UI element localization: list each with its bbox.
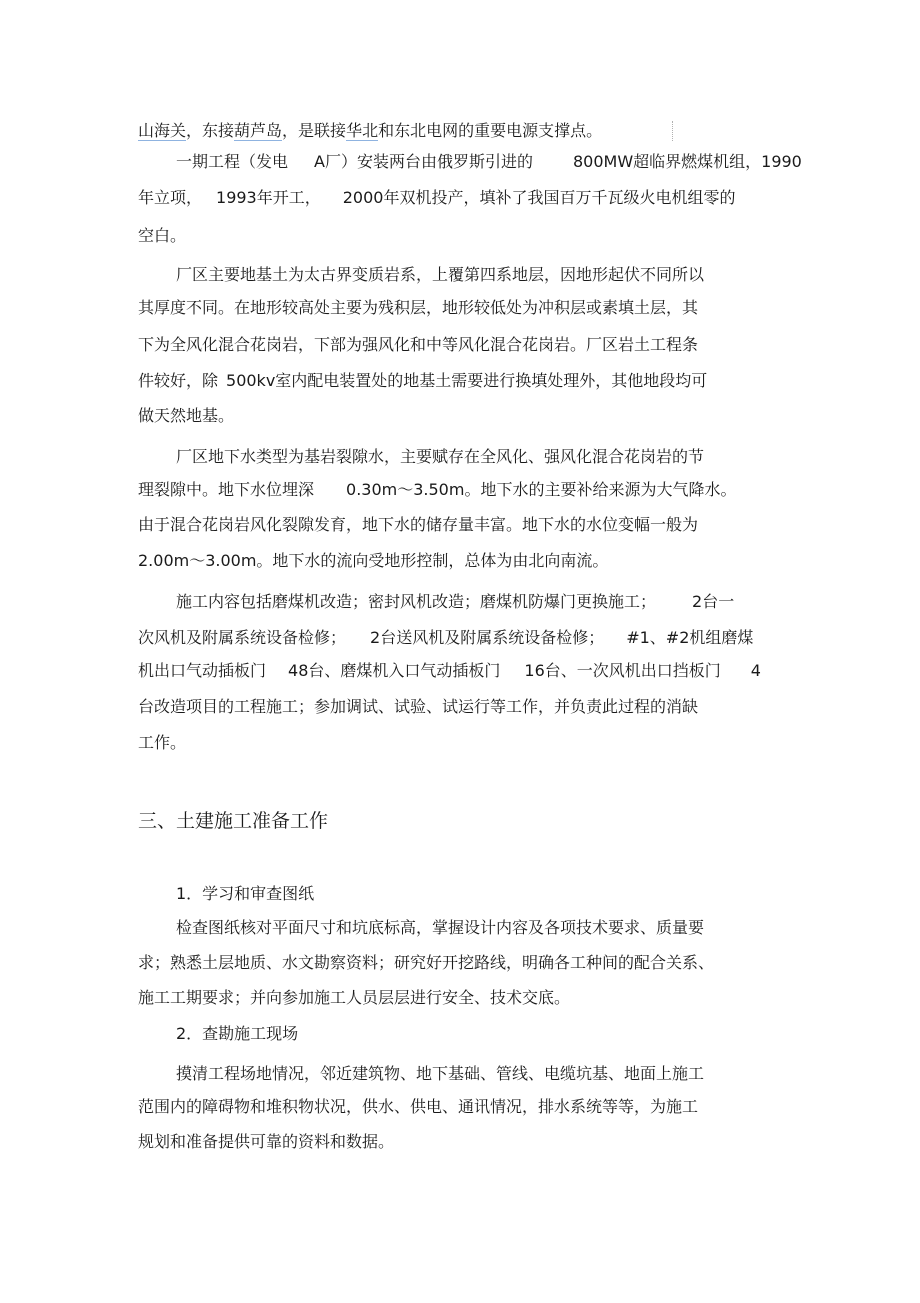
paragraph-2-line-3: 下为全风化混合花岗岩，下部为强风化和中等风化混合花岗岩。厂区岩土工程条 <box>138 335 699 354</box>
paragraph-1-line-2: 年立项， 1993年开工， 2000年双机投产，填补了我国百万千瓦级火电机组零的 <box>138 188 736 207</box>
paragraph-1-line-3: 空白。 <box>138 226 187 245</box>
paragraph-2-line-2: 其厚度不同。在地形较高处主要为残积层，地形较低处为冲积层或素填土层，其 <box>138 298 699 317</box>
paragraph-4-line-1: 施工内容包括磨煤机改造；密封风机改造；磨煤机防爆门更换施工； 2台一 <box>176 592 735 611</box>
paragraph-2-line-4: 件较好，除 500kv室内配电装置处的地基土需要进行换填处理外，其他地段均可 <box>138 371 708 390</box>
section-heading: 三、土建施工准备工作 <box>138 810 329 832</box>
subsection-1-line-1: 检查图纸核对平面尺寸和坑底标高，掌握设计内容及各项技术要求、质量要 <box>176 918 705 937</box>
paragraph-4-line-3: 机出口气动插板门 48台、磨煤机入口气动插板门 16台、一次风机出口挡板门 4 <box>138 661 761 680</box>
paragraph-intro-line: 山海关，东接葫芦岛，是联接华北和东北电网的重要电源支撑点。 <box>138 121 603 140</box>
paragraph-3-line-3: 由于混合花岗岩风化裂隙发育，地下水的储存量丰富。地下水的水位变幅一般为 <box>138 515 699 534</box>
paragraph-3-line-4: 2.00m～3.00m。地下水的流向受地形控制，总体为由北向南流。 <box>138 551 609 570</box>
paragraph-3-line-1: 厂区地下水类型为基岩裂隙水，主要赋存在全风化、强风化混合花岗岩的节 <box>176 447 705 466</box>
paragraph-4-line-4: 台改造项目的工程施工；参加调试、试验、试运行等工作，并负责此过程的消缺 <box>138 697 699 716</box>
subsection-1-title: 1．学习和审查图纸 <box>176 884 315 903</box>
paragraph-4-line-5: 工作。 <box>138 733 187 752</box>
text-boundary-mark <box>672 121 674 141</box>
subsection-1-line-3: 施工工期要求；并向参加施工人员层层进行安全、技术交底。 <box>138 988 571 1007</box>
subsection-2-line-1: 摸清工程场地情况，邻近建筑物、地下基础、管线、电缆坑基、地面上施工 <box>176 1064 705 1083</box>
place-name-huludao: 葫芦岛 <box>234 121 283 140</box>
paragraph-2-line-5: 做天然地基。 <box>138 406 235 425</box>
subsection-2-line-2: 范围内的障碍物和堆积物状况，供水、供电、通讯情况，排水系统等等，为施工 <box>138 1097 699 1116</box>
place-name-huabei: 华北 <box>346 121 379 140</box>
paragraph-4-line-2: 次风机及附属系统设备检修； 2台送风机及附属系统设备检修； #1、#2机组磨煤 <box>138 628 754 647</box>
paragraph-2-line-1: 厂区主要地基土为太古界变质岩系，上覆第四系地层，因地形起伏不同所以 <box>176 265 705 284</box>
subsection-2-line-3: 规划和准备提供可靠的资料和数据。 <box>138 1132 395 1151</box>
paragraph-3-line-2: 理裂隙中。地下水位埋深 0.30m～3.50m。地下水的主要补给来源为大气降水。 <box>138 480 737 499</box>
place-name-shanhaiguan: 山海关 <box>138 121 187 140</box>
subsection-1-line-2: 求；熟悉土层地质、水文勘察资料；研究好开挖路线，明确各工种间的配合关系、 <box>138 953 715 972</box>
subsection-2-title: 2．查勘施工现场 <box>176 1024 299 1043</box>
paragraph-1-line-1: 一期工程（发电 A厂）安装两台由俄罗斯引进的 800MW超临界燃煤机组，1990 <box>176 152 802 171</box>
